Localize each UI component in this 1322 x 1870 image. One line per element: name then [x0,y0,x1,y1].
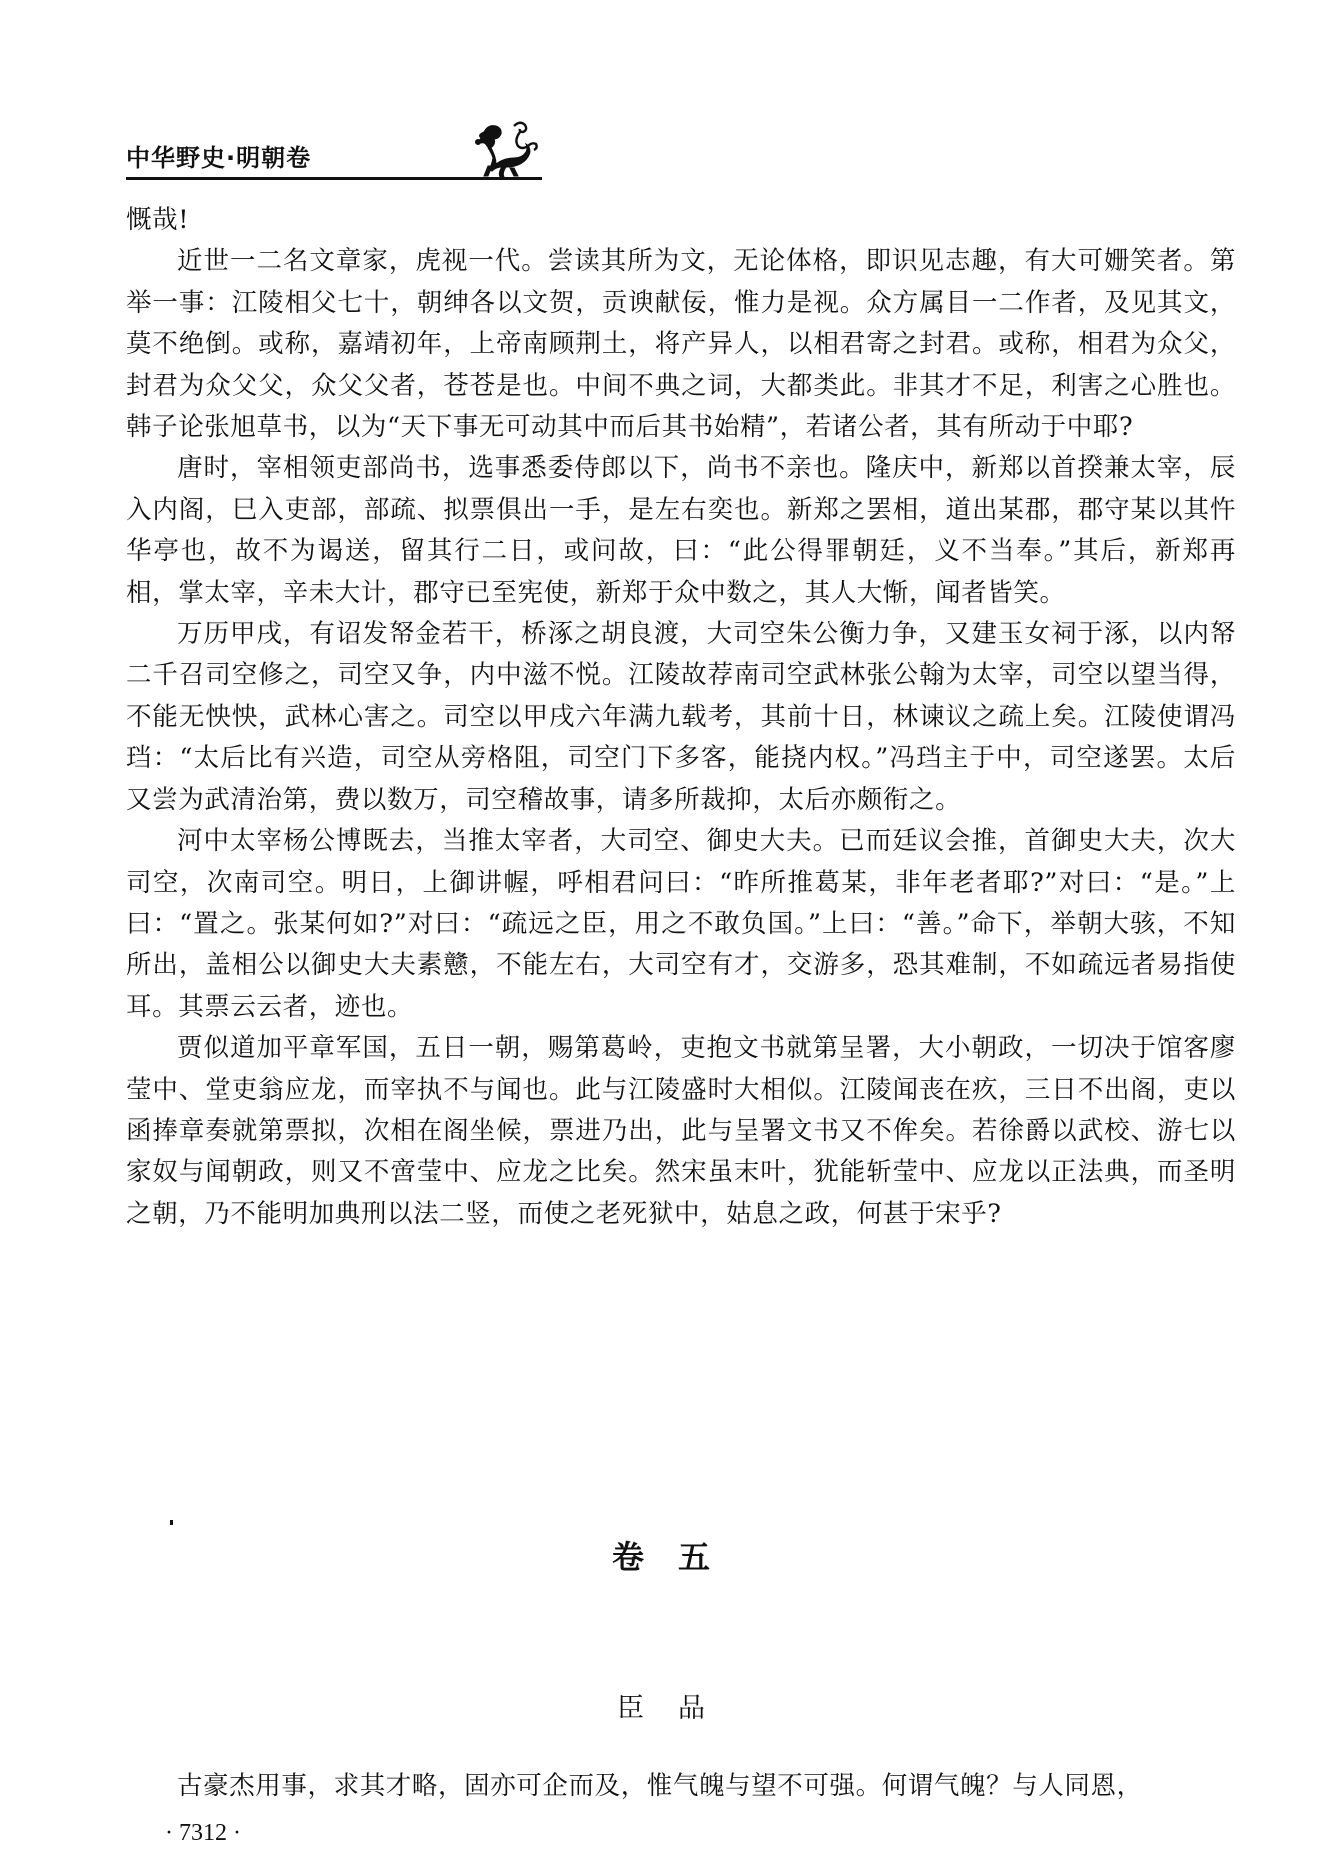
paragraph: 古豪杰用事，求其才略，固亦可企而及，惟气魄与望不可强。何谓气魄？与人同恩， [177,1771,1143,1801]
volume-title: 卷五 [611,1538,744,1576]
paragraph: 河中太宰杨公博既去，当推太宰者，大司空、御史大夫。已而廷议会推，首御史大夫，次大司空，次南司空。明日，上御讲幄，呼相君问曰：“昨所推葛某，非年老者耶?”对曰：“是。”上曰：“置之。张某何如?”对曰：“疏远之臣，用之不敢负国。”上曰：“善。”命下，举朝大骇，不知所出，盖相公以御史大夫素戆，不能左右，大司空有才，交游多，恐其难制，不如疏远者易指使耳。其票云云者，迹也。 [126,826,1236,1022]
dragon-beast-icon [470,118,540,180]
scan-speck [170,1520,173,1525]
section-title: 臣品 [617,1693,739,1724]
paragraph: 近世一二名文章家，虎视一代。尝读其所为文，无论体格，即识见志趣，有大可姗笑者。第举一事：江陵相父七十，朝绅各以文贺，贡谀献佞，惟力是视。众方属目一二作者，及见其文，莫不绝倒。或称，嘉靖初年，上帝南顾荆土，将产异人，以相君寄之封君。或称，相君为众父，封君为众父父，众父父者，苍苍是也。中间不典之词，大都类此。非其才不足，利害之心胜也。韩子论张旭草书，以为“天下事无可动其中而后其书始精”，若诸公者，其有所动于中耶? [126,246,1236,443]
book-title: 中华野史·明朝卷 [126,144,312,172]
body-text [126,200,1236,1235]
paragraph: 慨哉! [126,205,190,235]
paragraph: 贾似道加平章军国，五日一朝，赐第葛岭，吏抱文书就第呈署，大小朝政，一切决于馆客廖莹中、堂吏翁应龙，而宰执不与闻也。此与江陵盛时大相似。江陵闻丧在疚，三日不出阁，吏以函捧章奏就第票拟，次相在阁坐候，票进乃出，此与呈署文书又不侔矣。若徐爵以武校、游七以家奴与闻朝政，则又不啻莹中、应龙之比矣。然宋虽末叶，犹能斩莹中、应龙以正法典，而圣明之朝，乃不能明加典刑以法二竖，而使之老死狱中，姑息之政，何甚于宋乎? [126,1033,1236,1229]
paragraph: 唐时，宰相领吏部尚书，选事悉委侍郎以下，尚书不亲也。隆庆中，新郑以首揆兼太宰，辰入内阁，巳入吏部，部疏、拟票俱出一手，是左右奕也。新郑之罢相，道出某郡，郡守某以其忤华亭也，故不为谒送，留其行二日，或问故，曰：“此公得罪朝廷，义不当奉。”其后，新郑再相，掌太宰，辛未大计，郡守已至宪使，新郑于众中数之，其人大惭，闻者皆笑。 [126,453,1236,608]
paragraph: 万历甲戌，有诏发帑金若干，桥涿之胡良渡，大司空朱公衡力争，又建玉女祠于涿，以内帑二千召司空修之，司空又争，内中滋不悦。江陵故荐南司空武林张公翰为太宰，司空以望当得，不能无怏怏，武林心害之。司空以甲戌六年满九载考，其前十日，林谏议之疏上矣。江陵使谓冯珰：“太后比有兴造，司空从旁格阻，司空门下多客，能挠内权。”冯珰主于中，司空遂罢。太后又尝为武清治第，费以数万，司空稽故事，请多所裁抑，太后亦颇衔之。 [126,619,1236,815]
page-number: · 7312 · [165,1820,241,1846]
